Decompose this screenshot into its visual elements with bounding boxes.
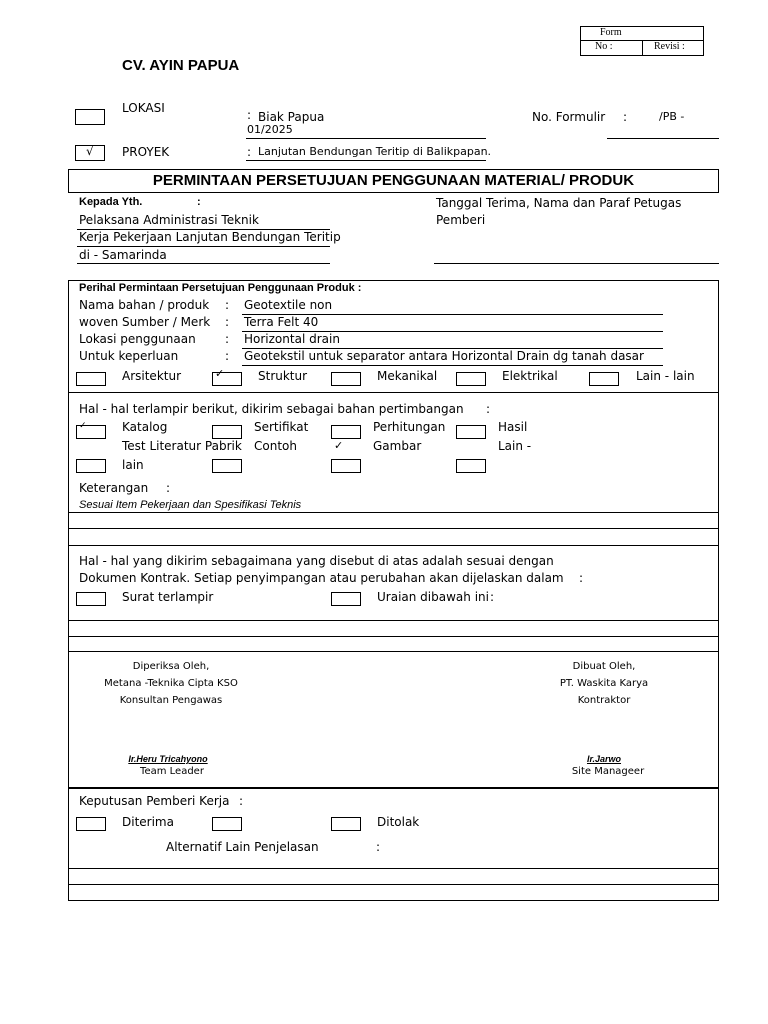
- lain-checkbox[interactable]: [456, 459, 486, 473]
- lokasi-value: Biak Papua: [258, 110, 325, 124]
- ditolak-label: Ditolak: [377, 815, 420, 829]
- lain-lain-checkbox[interactable]: [589, 372, 619, 386]
- form-no-label: No :: [595, 41, 613, 52]
- perhitungan-checkbox[interactable]: [331, 425, 361, 439]
- contoh-checkbox[interactable]: [212, 459, 242, 473]
- sig-left-name: Ir.Heru Tricahyono: [128, 754, 208, 764]
- perihal-underline-keperluan: [242, 365, 663, 366]
- test-literatur-checkbox[interactable]: [76, 459, 106, 473]
- section-divider-9: [68, 868, 719, 869]
- keputusan-label: Keputusan Pemberi Kerja: [79, 794, 230, 808]
- kepada-label: Kepada Yth.: [79, 196, 143, 208]
- kontrak-line2: Dokumen Kontrak. Setiap penyimpangan atau perubahan akan dijelaskan dalam: [79, 571, 564, 585]
- kontrak-colon: :: [579, 571, 584, 585]
- perihal-value-nama: Geotextile non: [244, 298, 333, 312]
- section-divider-4: [68, 545, 719, 546]
- uraian-checkbox[interactable]: [331, 592, 361, 606]
- tanggal-terima-underline: [434, 263, 719, 264]
- arsitektur-checkbox[interactable]: [76, 372, 106, 386]
- section-divider-1: [68, 392, 719, 393]
- lokasi-underline: [246, 138, 486, 139]
- sig-left-role: Konsultan Pengawas: [119, 695, 223, 706]
- kepada-line2: Kerja Pekerjaan Lanjutan Bendungan Teritip: [79, 230, 341, 244]
- uraian-label: Uraian dibawah ini: [377, 590, 489, 604]
- proyek-check-mark: √: [86, 144, 94, 158]
- diterima-label: Diterima: [122, 815, 174, 829]
- lokasi-colon: :: [247, 108, 252, 122]
- surat-terlampir-checkbox[interactable]: [76, 592, 106, 606]
- lain-lain-label: Lain - lain: [636, 369, 695, 383]
- perihal-value-sumber: Terra Felt 40: [244, 315, 319, 329]
- company-name: CV. AYIN PAPUA: [122, 57, 240, 74]
- hasil-checkbox[interactable]: [456, 425, 486, 439]
- lampiran-intro: Hal - hal terlampir berikut, dikirim sebagai bahan pertimbangan: [79, 402, 464, 416]
- lampiran-colon: :: [486, 402, 491, 416]
- perihal-label-sumber: woven Sumber / Merk: [79, 315, 211, 329]
- sig-left-title: Diperiksa Oleh,: [132, 661, 210, 672]
- lokasi-date: 01/2025: [247, 123, 293, 136]
- perihal-colon-sumber: :: [225, 315, 230, 329]
- sig-left-position: Team Leader: [140, 766, 204, 777]
- section-divider-6: [68, 636, 719, 637]
- lain-label: Lain -: [498, 439, 532, 453]
- sertifikat-label: Sertifikat: [254, 420, 309, 434]
- keputusan-colon: :: [239, 794, 244, 808]
- no-formulir-label: No. Formulir: [532, 110, 606, 124]
- struktur-label: Struktur: [258, 369, 308, 383]
- tanggal-terima-label: Tanggal Terima, Nama dan Paraf Petugas: [436, 196, 682, 210]
- katalog-check-mark: ✓: [79, 421, 87, 431]
- section-divider-2: [68, 512, 719, 513]
- proyek-value: Lanjutan Bendungan Teritip di Balikpapan.: [258, 145, 492, 158]
- perihal-value-lokasi: Horizontal drain: [244, 332, 340, 346]
- sig-right-title: Dibuat Oleh,: [572, 661, 636, 672]
- no-formulir-colon: :: [623, 110, 628, 124]
- uraian-colon: :: [490, 590, 495, 604]
- sig-right-role: Kontraktor: [577, 695, 631, 706]
- surat-terlampir-label: Surat terlampir: [122, 590, 214, 604]
- keterangan-value: Sesuai Item Pekerjaan dan Spesifikasi Teknis: [79, 499, 302, 511]
- perihal-title: Perihal Permintaan Persetujuan Penggunaan Produk :: [79, 282, 362, 294]
- kepada-colon: :: [197, 196, 201, 208]
- alternatif-colon: :: [376, 840, 381, 854]
- proyek-colon: :: [247, 145, 252, 159]
- perihal-value-keperluan: Geotekstil untuk separator antara Horizontal Drain dg tanah dasar: [244, 349, 644, 363]
- alternatif-label: Alternatif Lain Penjelasan: [166, 840, 319, 854]
- perihal-colon-keperluan: :: [225, 349, 230, 363]
- lokasi-label: LOKASI: [122, 101, 165, 115]
- gambar-check-mark: ✓: [334, 439, 344, 452]
- perihal-label-nama: Nama bahan / produk: [79, 298, 210, 312]
- sig-right-name: Ir.Jarwo: [586, 754, 622, 764]
- section-divider-5: [68, 620, 719, 621]
- perihal-label-keperluan: Untuk keperluan: [79, 349, 179, 363]
- kepada-line3: di - Samarinda: [79, 248, 167, 262]
- form-box-vdivider: [642, 40, 643, 56]
- kepada-underline3: [77, 263, 330, 264]
- form-title: PERMINTAAN PERSETUJUAN PENGGUNAAN MATERIAL/ PRODUK: [152, 172, 635, 189]
- section-divider-3: [68, 528, 719, 529]
- kepada-underline2: [77, 246, 330, 247]
- kontrak-line1: Hal - hal yang dikirim sebagaimana yang disebut di atas adalah sesuai dengan: [79, 554, 554, 568]
- sig-left-org: Metana -Teknika Cipta KSO: [104, 678, 238, 689]
- ditolak-checkbox[interactable]: [331, 817, 361, 831]
- proyek-underline: [246, 160, 486, 161]
- lokasi-checkbox[interactable]: [75, 109, 105, 125]
- perihal-colon-lokasi: :: [225, 332, 230, 346]
- sertifikat-checkbox[interactable]: [212, 425, 242, 439]
- proyek-label: PROYEK: [122, 145, 170, 159]
- keterangan-colon: :: [166, 481, 171, 495]
- mekanikal-label: Mekanikal: [377, 369, 438, 383]
- perhitungan-label: Perhitungan: [373, 420, 446, 434]
- sig-right-org: PT. Waskita Karya: [559, 678, 649, 689]
- test-literatur-label: Test Literatur Pabrik: [122, 439, 242, 453]
- section-divider-8: [68, 787, 719, 789]
- arsitektur-label: Arsitektur: [122, 369, 182, 383]
- section-divider-10: [68, 884, 719, 885]
- form-revisi-label: Revisi :: [654, 41, 685, 52]
- keterangan-label: Keterangan: [79, 481, 149, 495]
- perihal-colon-nama: :: [225, 298, 230, 312]
- mekanikal-checkbox[interactable]: [331, 372, 361, 386]
- tanggal-terima-label-2: Pemberi: [436, 213, 486, 227]
- struktur-check-mark: ✓: [215, 367, 225, 380]
- section-divider-7: [68, 651, 719, 652]
- no-formulir-value: /PB -: [659, 110, 685, 123]
- gambar-checkbox[interactable]: [331, 459, 361, 473]
- gambar-label: Gambar: [373, 439, 422, 453]
- diterima-checkbox[interactable]: [76, 817, 106, 831]
- elektrikal-checkbox[interactable]: [456, 372, 486, 386]
- elektrikal-label: Elektrikal: [502, 369, 558, 383]
- sig-right-position: Site Manageer: [571, 766, 645, 777]
- no-formulir-underline: [607, 138, 719, 139]
- katalog-label: Katalog: [122, 420, 168, 434]
- perihal-label-lokasi: Lokasi penggunaan: [79, 332, 196, 346]
- kepada-line1: Pelaksana Administrasi Teknik: [79, 213, 259, 227]
- extra-checkbox[interactable]: [212, 817, 242, 831]
- contoh-label: Contoh: [254, 439, 297, 453]
- lain-label-2: lain: [122, 458, 144, 472]
- hasil-label: Hasil: [498, 420, 528, 434]
- form-label: Form: [600, 27, 622, 38]
